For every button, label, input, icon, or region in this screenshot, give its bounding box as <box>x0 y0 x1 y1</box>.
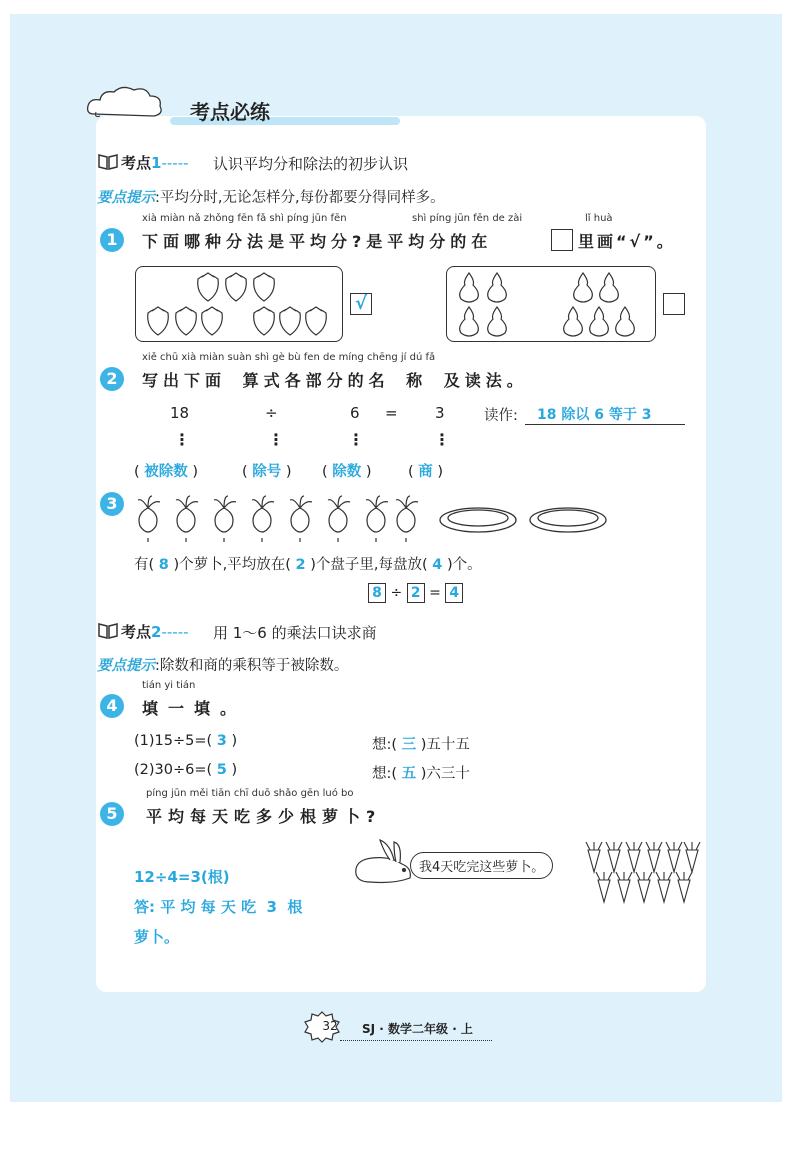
q1-text-a: 下面哪种分法是平均分?是平均分的在 <box>142 232 493 251</box>
strawberry-group-box <box>135 266 343 342</box>
q2-name-quotient-answer: 商 <box>418 464 433 480</box>
q4-think-2: 想:( 五 )六三十 <box>372 766 470 782</box>
kaodian-2-title: 用 1～6 的乘法口诀求商 <box>213 624 377 642</box>
q1-pinyin-c: lǐ huà <box>585 213 613 224</box>
q4-think-answer-2[interactable]: 五 <box>401 766 417 782</box>
q2-name-sign[interactable]: ( 除号 ) <box>242 464 292 480</box>
q1-pinyin-a: xià miàn nǎ zhǒng fēn fǎ shì píng jūn fēn <box>142 213 347 224</box>
question-number-5: 5 <box>100 802 124 826</box>
q2-division-sign: ÷ <box>265 404 278 422</box>
q4-text: 填一填。 <box>142 699 247 718</box>
q2-dividend: 18 <box>170 404 190 422</box>
footer-dotted-line <box>340 1040 492 1041</box>
tip-2: 要点提示:除数和商的乘积等于被除数。 <box>97 658 349 674</box>
q1-answer-box-right[interactable] <box>663 293 685 315</box>
q2-text: 写出下面 算式各部分的名 称 及读法。 <box>142 371 528 390</box>
pear-group-box <box>446 266 656 342</box>
q2-pinyin: xiě chū xià miàn suàn shì gè bù fen de míng chēng jí dú fǎ <box>142 352 436 363</box>
q2-read-label: 读作: <box>484 408 518 424</box>
q5-pinyin: píng jūn měi tiān chī duō shǎo gēn luó bo <box>146 788 354 799</box>
q2-quotient: 3 <box>435 404 445 422</box>
strawberries-image <box>136 267 342 341</box>
question-number-4: 4 <box>100 694 124 718</box>
q4-think-answer-1[interactable]: 三 <box>401 737 417 753</box>
cloud-icon <box>84 84 174 124</box>
q2-dots-2: ⋮ <box>268 430 284 449</box>
q3-count-answer[interactable]: 8 <box>158 557 169 573</box>
question-number-3: 3 <box>100 492 124 516</box>
q4-think-1: 想:( 三 )五十五 <box>372 737 470 753</box>
plates-image <box>436 504 616 538</box>
q2-name-quotient[interactable]: ( 商 ) <box>408 464 444 480</box>
q5-text: 平均每天吃多少根萝卜? <box>146 807 382 826</box>
q5-equation[interactable]: 12÷4=3(根) <box>134 868 230 886</box>
open-book-icon <box>97 151 119 171</box>
q2-dots-1: ⋮ <box>174 430 190 449</box>
q3-box-3[interactable]: 4 <box>445 583 463 603</box>
question-number-1: 1 <box>100 228 124 252</box>
q4-answer-1[interactable]: 3 <box>216 733 227 749</box>
q3-plates-answer[interactable]: 2 <box>295 557 306 573</box>
carrots-image <box>578 836 702 906</box>
q2-name-dividend-answer: 被除数 <box>144 464 188 480</box>
radishes-image <box>130 494 430 544</box>
q2-name-sign-answer: 除号 <box>252 464 282 480</box>
kaodian-1-title: 认识平均分和除法的初步认识 <box>213 155 409 173</box>
book-title: SJ · 数学二年级 · 上 <box>362 1022 473 1036</box>
q2-name-dividend[interactable]: ( 被除数 ) <box>134 464 199 480</box>
q2-dots-4: ⋮ <box>434 430 450 449</box>
q2-equals: = <box>385 404 398 422</box>
q3-box-2[interactable]: 2 <box>407 583 425 603</box>
q2-name-divisor[interactable]: ( 除数 ) <box>322 464 372 480</box>
page-number: 32 <box>322 1019 338 1033</box>
kaodian-1-label: 考点1----- <box>121 154 189 172</box>
tip-1: 要点提示:平均分时,无论怎样分,每份都要分得同样多。 <box>97 190 445 206</box>
pears-image <box>447 267 655 341</box>
q5-answer-a[interactable]: 答: 平 均 每 天 吃 3 根 <box>134 898 303 916</box>
q3-equation: 8 ÷ 2 = 4 <box>368 583 463 603</box>
open-book-icon <box>97 620 119 640</box>
q1-pinyin-b: shì píng jūn fēn de zài <box>412 213 523 224</box>
q2-name-divisor-answer: 除数 <box>332 464 362 480</box>
question-number-2: 2 <box>100 367 124 391</box>
q1-inline-box <box>551 229 573 251</box>
q2-divisor: 6 <box>350 404 360 422</box>
section-header-title: 考点必练 <box>190 100 270 124</box>
q2-dots-3: ⋮ <box>348 430 364 449</box>
q4-line-2: (2)30÷6=( 5 ) <box>134 762 238 778</box>
q4-pinyin: tián yi tián <box>142 680 196 691</box>
q5-answer-b[interactable]: 萝卜。 <box>134 928 180 946</box>
q3-box-1[interactable]: 8 <box>368 583 386 603</box>
kaodian-2-label: 考点2----- <box>121 623 189 641</box>
q3-sentence: 有( 8 )个萝卜,平均放在( 2 )个盘子里,每盘放( 4 )个。 <box>134 557 482 573</box>
q1-answer-box-left[interactable]: √ <box>350 293 372 315</box>
q2-read-answer[interactable]: 18 除以 6 等于 3 <box>525 404 685 425</box>
q4-answer-2[interactable]: 5 <box>216 762 227 778</box>
q3-each-answer[interactable]: 4 <box>432 557 443 573</box>
q1-text-b: 里画“√”。 <box>578 232 676 251</box>
rabbit-speech-bubble: 我4天吃完这些萝卜。 <box>410 852 553 879</box>
q4-line-1: (1)15÷5=( 3 ) <box>134 733 238 749</box>
